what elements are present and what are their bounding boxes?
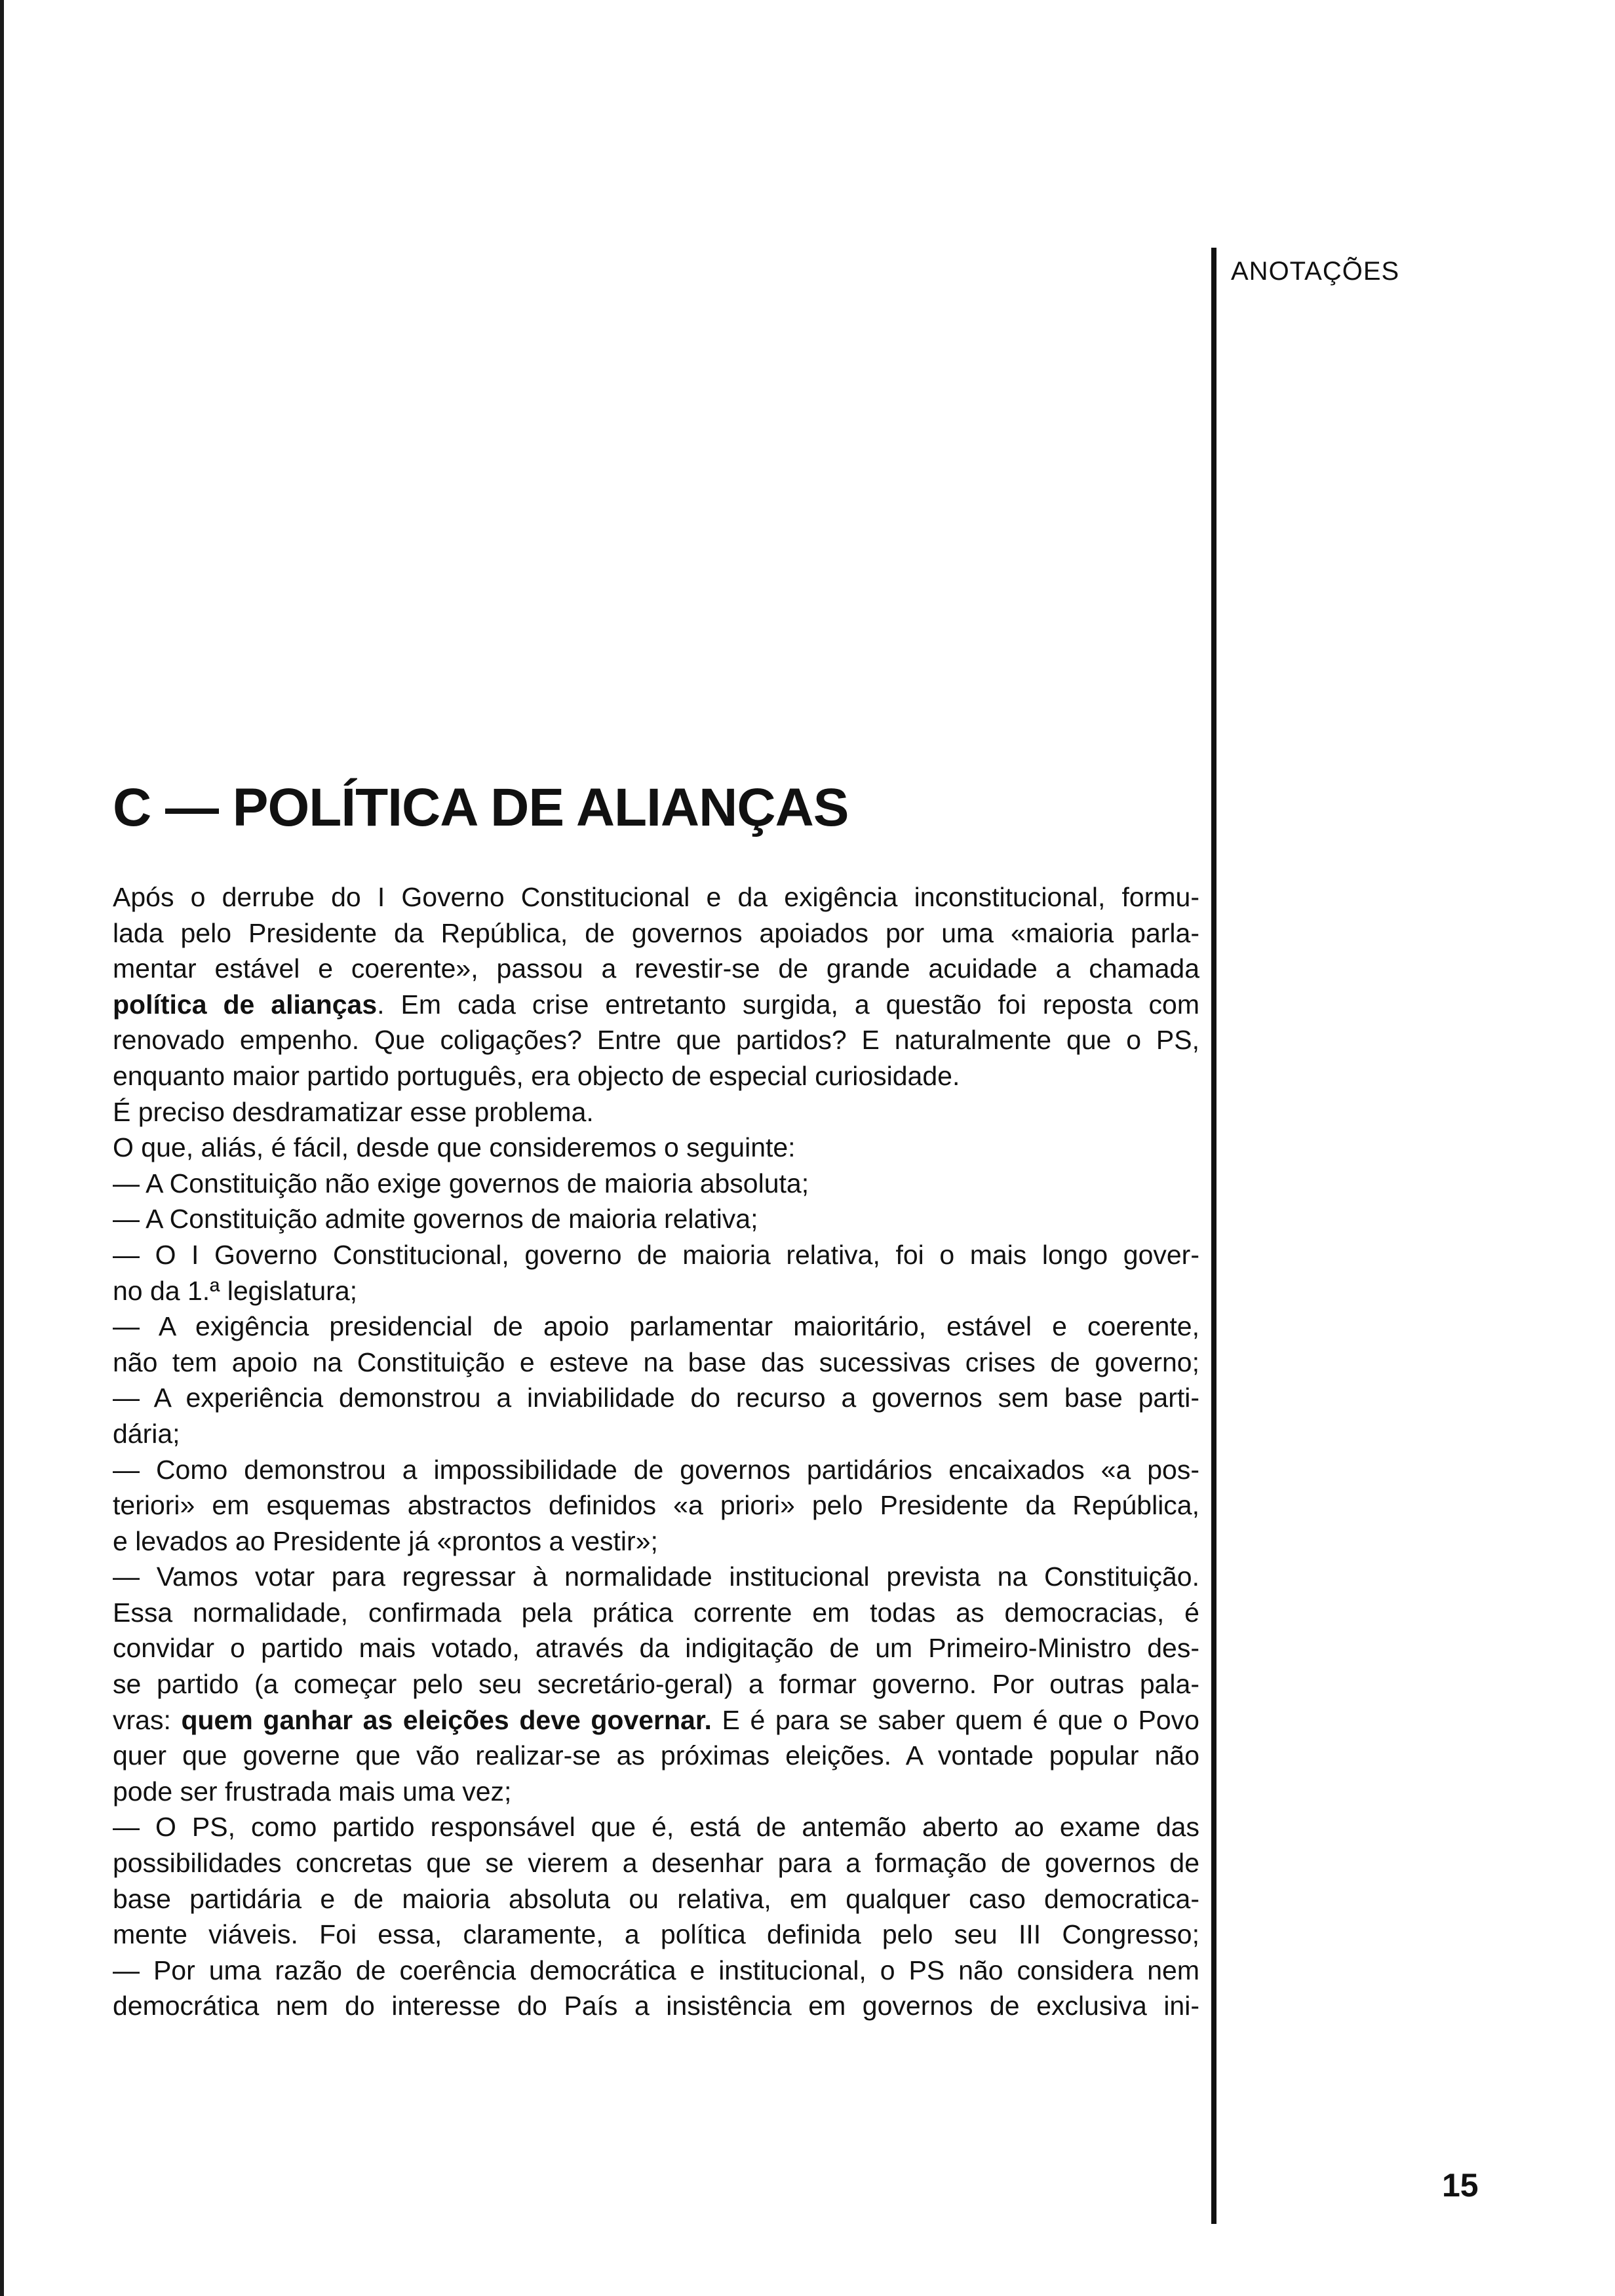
body-text [113,879,1199,2024]
text-line-continuation: . Em cada crise entretanto surgida, a questão foi reposta com [377,989,1199,1020]
margin-rule [1211,248,1216,2224]
text-line: lada pelo Presidente da República, de governos apoiados por uma «maioria parla- [113,917,1199,948]
text-line: O que, aliás, é fácil, desde que consideremos o seguinte: [113,1132,796,1163]
text-line: — O PS, como partido responsável que é, está de antemão aberto ao exame das [113,1812,1199,1843]
text-line: e levados ao Presidente já «prontos a vestir»; [113,1525,658,1556]
text-line: — Por uma razão de coerência democrática e institucional, o PS não considera nem [113,1955,1199,1985]
text-line: — A exigência presidencial de apoio parlamentar maioritário, estável e coerente, [113,1311,1199,1342]
page-left-edge [0,0,4,2296]
text-line-start: vras: [113,1704,182,1735]
text-line: Após o derrube do I Governo Constitucional e da exigência inconstitucional, formu- [113,882,1199,912]
text-line: enquanto maior partido português, era objecto de especial curiosidade. [113,1060,960,1091]
section-title: C — POLÍTICA DE ALIANÇAS [113,778,849,837]
text-line: se partido (a começar pelo seu secretário-geral) a formar governo. Por outras pala- [113,1669,1199,1700]
text-line: renovado empenho. Que coligações? Entre que partidos? E naturalmente que o PS, [113,1025,1199,1056]
text-line: base partidária e de maioria absoluta ou relativa, em qualquer caso democratica- [113,1883,1199,1914]
text-line: quer que governe que vão realizar-se as próximas eleições. A vontade popular não [113,1740,1199,1771]
annotations-label: ANOTAÇÕES [1231,257,1400,286]
text-line: — Vamos votar para regressar à normalidade institucional prevista na Constituição. [113,1561,1199,1592]
text-line: Essa normalidade, confirmada pela prática corrente em todas as democracias, é [113,1597,1199,1628]
text-line [113,1702,1199,1738]
page-number: 15 [1442,2167,1479,2204]
text-line: teriori» em esquemas abstractos definidos «a priori» pelo Presidente da República, [113,1490,1199,1521]
text-line: — A Constituição admite governos de maioria relativa; [113,1204,758,1234]
text-line: não tem apoio na Constituição e esteve na base das sucessivas crises de governo; [113,1347,1199,1377]
text-line [113,987,1199,1023]
text-line: democrática nem do interesse do País a insistência em governos de exclusiva ini- [113,1991,1199,2021]
text-line: É preciso desdramatizar esse problema. [113,1096,594,1127]
text-line: mente viáveis. Foi essa, claramente, a política definida pelo seu III Congresso; [113,1919,1199,1950]
text-line: — O I Governo Constitucional, governo de maioria relativa, foi o mais longo gover- [113,1239,1199,1270]
text-line: convidar o partido mais votado, através da indigitação de um Primeiro-Ministro des- [113,1633,1199,1664]
emphasis-politica-de-aliancas: política de alianças [113,989,378,1020]
text-line: possibilidades concretas que se vierem a desenhar para a formação de governos de [113,1848,1199,1879]
text-line: — A experiência demonstrou a inviabilidade do recurso a governos sem base parti- [113,1383,1199,1413]
text-line: mentar estável e coerente», passou a revestir-se de grande acuidade a chamada [113,953,1199,984]
text-line: pode ser frustrada mais uma vez; [113,1776,512,1807]
emphasis-quem-ganhar: quem ganhar as eleições deve governar. [181,1704,712,1735]
text-line: no da 1.ª legislatura; [113,1275,358,1306]
text-line: — A Constituição não exige governos de maioria absoluta; [113,1168,809,1198]
text-line-continuation: E é para se saber quem é que o Povo [711,1704,1199,1735]
text-line: — Como demonstrou a impossibilidade de governos partidários encaixados «a pos- [113,1454,1199,1485]
text-line: dária; [113,1418,180,1449]
